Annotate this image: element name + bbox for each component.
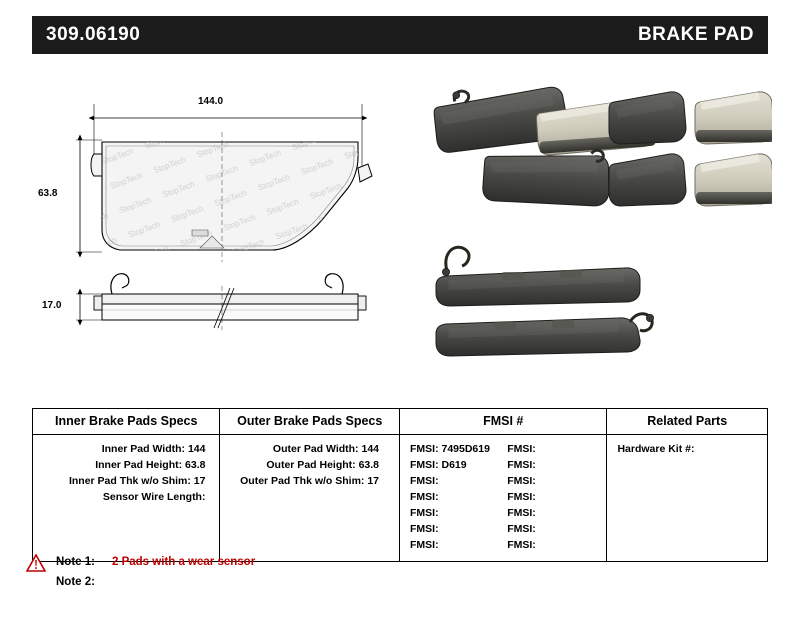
dimension-thickness-label: 17.0 [42, 300, 62, 311]
inner-pad-height: Inner Pad Height: 63.8 [95, 459, 206, 471]
fmsi-row [406, 489, 600, 505]
header-outer-specs: Outer Brake Pads Specs [220, 409, 400, 434]
drawing-area [32, 62, 768, 392]
fmsi-right-5: FMSI: [507, 507, 536, 519]
note-1-label: Note 1: [56, 556, 95, 568]
fmsi-row [406, 521, 600, 537]
inner-pad-thickness: Inner Pad Thk w/o Shim: 17 [68, 475, 206, 487]
note-1-text: 2 Pads with a wear sensor [112, 556, 256, 568]
fmsi-column [400, 435, 607, 561]
fmsi-left-3: FMSI: [410, 475, 439, 487]
dimension-height-label: 63.8 [38, 188, 58, 199]
brake-pad-photos [422, 80, 772, 370]
fmsi-right-3: FMSI: [507, 475, 536, 487]
header-related-parts: Related Parts [647, 414, 728, 428]
fmsi-row [406, 441, 600, 457]
specs-table-body [33, 435, 767, 561]
hardware-kit-number: Hardware Kit #: [617, 443, 695, 455]
outer-pad-thickness: Outer Pad Thk w/o Shim: 17 [240, 475, 379, 487]
notes-section [56, 552, 556, 592]
document-type-title: BRAKE PAD [637, 24, 754, 45]
dimension-width-label: 144.0 [198, 96, 224, 107]
fmsi-right-4: FMSI: [507, 491, 536, 503]
inner-specs-column [33, 435, 220, 561]
technical-drawing [38, 80, 402, 370]
product-photo-group [422, 80, 772, 370]
fmsi-row [406, 505, 600, 521]
header-inner-specs: Inner Brake Pads Specs [33, 409, 220, 434]
fmsi-left-2: FMSI: D619 [410, 459, 467, 471]
inner-pad-width: Inner Pad Width: 144 [101, 443, 206, 455]
note-row-1 [56, 552, 556, 572]
fmsi-right-7: FMSI: [507, 539, 536, 551]
fmsi-row [406, 473, 600, 489]
part-number: 309.06190 [46, 24, 141, 45]
outer-pad-width: Outer Pad Width: 144 [272, 443, 379, 455]
specs-table [32, 408, 768, 562]
fmsi-left-1: FMSI: 7495D619 [410, 443, 490, 455]
warning-icon [26, 554, 46, 572]
fmsi-left-6: FMSI: [410, 523, 439, 535]
note-2-label: Note 2: [56, 576, 95, 588]
fmsi-row [406, 457, 600, 473]
note-row-2 [56, 572, 556, 592]
specs-table-header-row [33, 409, 767, 435]
fmsi-left-4: FMSI: [410, 491, 439, 503]
related-parts-column [607, 435, 767, 561]
fmsi-right-1: FMSI: [507, 443, 536, 455]
fmsi-row [406, 537, 600, 553]
brake-pad-line-drawing [72, 80, 402, 370]
fmsi-right-6: FMSI: [507, 523, 536, 535]
header-fmsi: FMSI # [400, 409, 607, 434]
fmsi-left-5: FMSI: [410, 507, 439, 519]
document-header [32, 16, 768, 54]
sensor-wire-length: Sensor Wire Length: [102, 491, 206, 503]
outer-pad-height: Outer Pad Height: 63.8 [266, 459, 379, 471]
fmsi-right-2: FMSI: [507, 459, 536, 471]
outer-specs-column [220, 435, 400, 561]
fmsi-left-7: FMSI: [410, 539, 439, 551]
